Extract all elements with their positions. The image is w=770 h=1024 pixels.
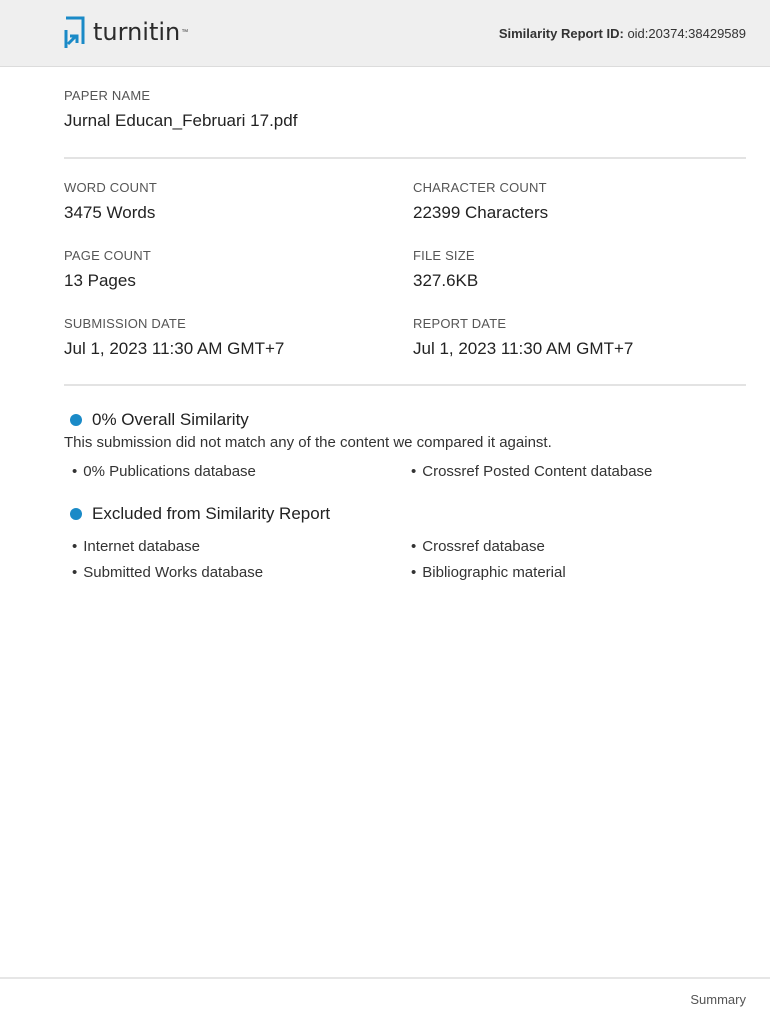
character-count-label: CHARACTER COUNT xyxy=(413,180,547,195)
excluded-item-label: Bibliographic material xyxy=(422,564,566,581)
word-count-value: 3475 Words xyxy=(64,203,156,222)
report-date-label: REPORT DATE xyxy=(413,316,507,331)
divider-top xyxy=(64,157,746,159)
footer-summary-label: Summary xyxy=(690,992,746,1007)
excluded-item xyxy=(411,538,545,555)
paper-name-label: PAPER NAME xyxy=(64,88,151,103)
similarity-item-label: 0% Publications database xyxy=(83,463,256,480)
excluded-item-label: Submitted Works database xyxy=(83,564,264,581)
bullet-icon: • xyxy=(72,463,78,480)
page-count-field xyxy=(64,248,151,291)
report-id xyxy=(499,26,746,41)
report-id-value: oid:20374:38429589 xyxy=(627,26,746,41)
bullet-icon: • xyxy=(411,538,417,555)
logo-trademark: ™ xyxy=(181,28,189,36)
excluded-item xyxy=(72,564,263,581)
divider-middle xyxy=(64,384,746,386)
paper-name-value: Jurnal Educan_Februari 17.pdf xyxy=(64,111,298,130)
bullet-icon: • xyxy=(411,463,417,480)
excluded-item xyxy=(72,538,200,555)
excluded-item xyxy=(411,564,566,581)
character-count-field xyxy=(413,180,548,223)
file-size-value: 327.6KB xyxy=(413,271,479,290)
excluded-item-label: Crossref database xyxy=(422,538,545,555)
report-date-value: Jul 1, 2023 11:30 AM GMT+7 xyxy=(413,339,634,358)
bullet-icon: • xyxy=(411,564,417,581)
excluded-item-label: Internet database xyxy=(83,538,201,555)
similarity-item-label: Crossref Posted Content database xyxy=(422,463,653,480)
excluded-title: Excluded from Similarity Report xyxy=(92,504,331,523)
page-count-label: PAGE COUNT xyxy=(64,248,151,263)
page-count-value: 13 Pages xyxy=(64,271,136,290)
word-count-label: WORD COUNT xyxy=(64,180,157,195)
file-size-field xyxy=(413,248,478,291)
paper-name-field xyxy=(64,88,297,131)
report-header xyxy=(0,0,770,67)
file-size-label: FILE SIZE xyxy=(413,248,475,263)
character-count-value: 22399 Characters xyxy=(413,203,549,222)
bullet-icon: • xyxy=(72,564,78,581)
report-id-label: Similarity Report ID: xyxy=(498,26,624,41)
submission-date-field xyxy=(64,316,284,359)
overall-similarity-heading xyxy=(70,410,249,430)
similarity-item xyxy=(411,463,652,480)
excluded-heading xyxy=(70,504,330,524)
turnitin-logo xyxy=(63,14,188,50)
submission-date-value: Jul 1, 2023 11:30 AM GMT+7 xyxy=(64,339,285,358)
turnitin-logo-icon xyxy=(63,14,87,50)
logo-wordmark: turnitin xyxy=(93,18,181,46)
similarity-item xyxy=(72,463,256,480)
bullet-icon: • xyxy=(72,538,78,555)
overall-similarity-title: 0% Overall Similarity xyxy=(92,410,249,429)
word-count-field xyxy=(64,180,157,223)
footer-divider xyxy=(0,977,770,979)
similarity-dot-icon xyxy=(70,414,82,426)
excluded-dot-icon xyxy=(70,508,82,520)
similarity-description: This submission did not match any of the content we compared it against. xyxy=(64,434,552,451)
submission-date-label: SUBMISSION DATE xyxy=(64,316,186,331)
report-date-field xyxy=(413,316,633,359)
